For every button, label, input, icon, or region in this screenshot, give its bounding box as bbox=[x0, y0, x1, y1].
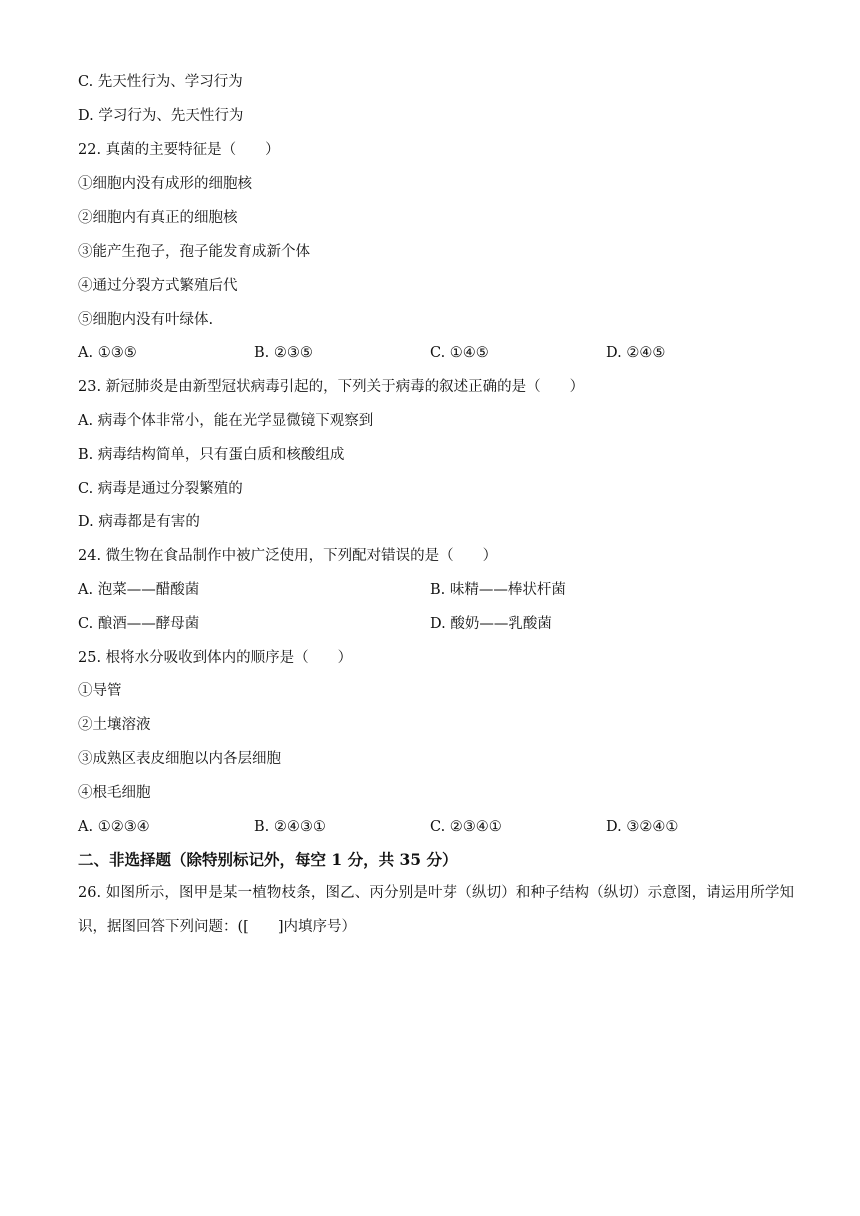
q25-item-2: ②土壤溶液 bbox=[78, 717, 151, 733]
q24-option-a: A. 泡菜——醋酸菌 bbox=[78, 582, 200, 598]
section-heading: 二、非选择题（除特别标记外，每空 1 分，共 35 分） bbox=[78, 850, 458, 869]
q25-option-c: C. ②③④① bbox=[430, 819, 502, 835]
q22-option-c: C. ①④⑤ bbox=[430, 345, 489, 361]
q25-option-a: A. ①②③④ bbox=[78, 819, 150, 835]
q25-item-1: ①导管 bbox=[78, 683, 122, 699]
q25-item-3: ③成熟区表皮细胞以内各层细胞 bbox=[78, 751, 281, 767]
q23-stem: 23. 新冠肺炎是由新型冠状病毒引起的，下列关于病毒的叙述正确的是（ ） bbox=[78, 379, 585, 395]
q24-option-d: D. 酸奶——乳酸菌 bbox=[430, 616, 552, 632]
q22-item-5: ⑤细胞内没有叶绿体. bbox=[78, 312, 214, 328]
q25-option-d: D. ③②④① bbox=[606, 819, 679, 835]
q25-item-4: ④根毛细胞 bbox=[78, 785, 151, 801]
q23-option-d: D. 病毒都是有害的 bbox=[78, 514, 200, 530]
q22-item-4: ④通过分裂方式繁殖后代 bbox=[78, 278, 238, 294]
q25-stem: 25. 根将水分吸收到体内的顺序是（ ） bbox=[78, 650, 353, 666]
q24-option-b: B. 味精——棒状杆菌 bbox=[430, 582, 566, 598]
q24-stem: 24. 微生物在食品制作中被广泛使用，下列配对错误的是（ ） bbox=[78, 548, 498, 564]
q24-option-c: C. 酿酒——酵母菌 bbox=[78, 616, 200, 632]
q23-option-a: A. 病毒个体非常小，能在光学显微镜下观察到 bbox=[78, 413, 374, 429]
q26-stem: 26. 如图所示，图甲是某一植物枝条，图乙、丙分别是叶芽（纵切）和种子结构（纵切）示意图，请运用所学知识，据图回答下列问题：([ ]内填序号） bbox=[78, 885, 794, 935]
q22-item-2: ②细胞内有真正的细胞核 bbox=[78, 210, 238, 226]
q25-option-b: B. ②④③① bbox=[254, 819, 326, 835]
q22-stem: 22. 真菌的主要特征是（ ） bbox=[78, 142, 280, 158]
q21-option-d: D. 学习行为、先天性行为 bbox=[78, 108, 244, 124]
q22-option-b: B. ②③⑤ bbox=[254, 345, 313, 361]
q22-item-1: ①细胞内没有成形的细胞核 bbox=[78, 176, 252, 192]
q23-option-b: B. 病毒结构简单，只有蛋白质和核酸组成 bbox=[78, 447, 345, 463]
q23-option-c: C. 病毒是通过分裂繁殖的 bbox=[78, 481, 243, 497]
q22-item-3: ③能产生孢子，孢子能发育成新个体 bbox=[78, 244, 310, 260]
q22-option-a: A. ①③⑤ bbox=[78, 345, 137, 361]
q22-option-d: D. ②④⑤ bbox=[606, 345, 666, 361]
q21-option-c: C. 先天性行为、学习行为 bbox=[78, 74, 243, 90]
